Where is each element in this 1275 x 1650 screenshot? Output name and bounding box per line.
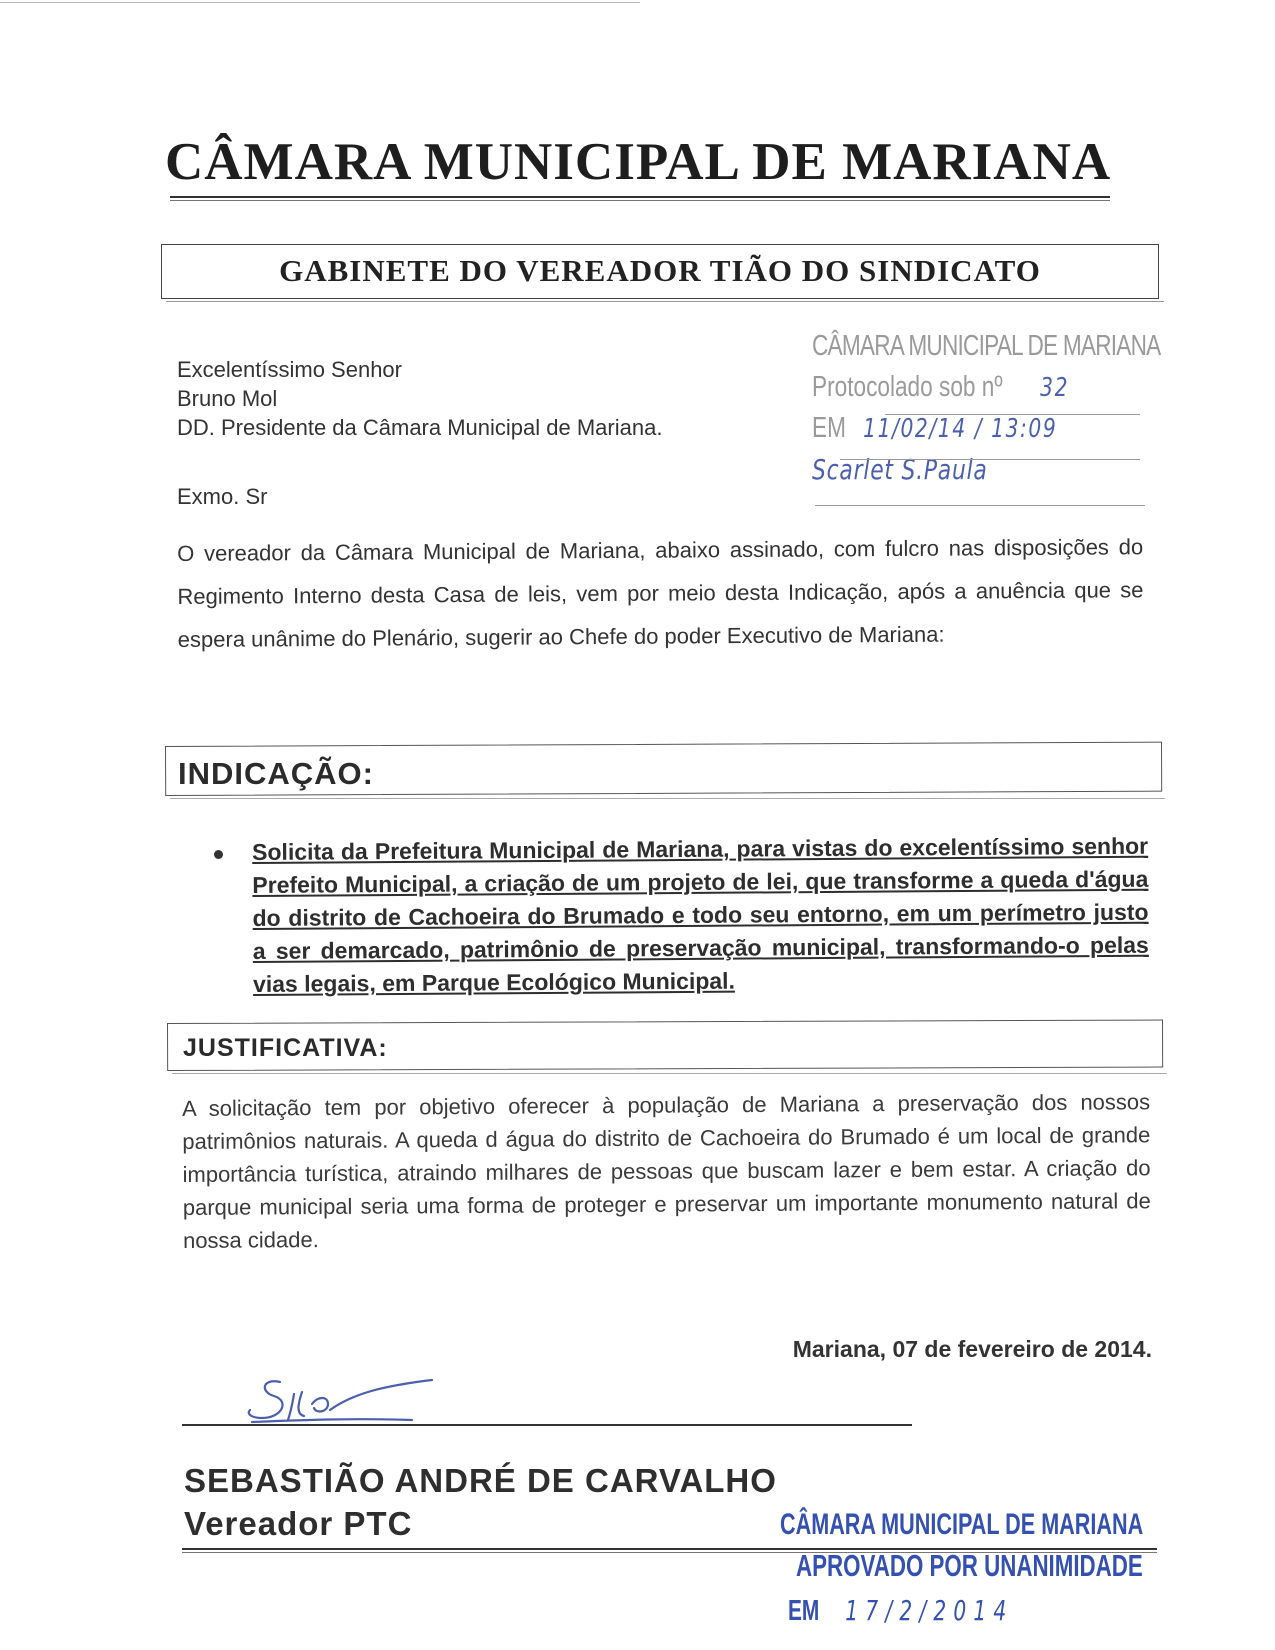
office-box-shadow [166, 301, 1164, 302]
recipient-block [177, 355, 662, 442]
page-title: CÂMARA MUNICIPAL DE MARIANA [165, 133, 1112, 191]
protocol-signature-rule [815, 505, 1145, 506]
protocol-date-rule [840, 459, 1140, 460]
intro-paragraph: O vereador da Câmara Municipal de Mariana, abaixo assinado, com fulcro nas disposições do Regimento Interno desta Casa de leis, vem por meio desta Indicação, após a anuência que se espera unânime do Plenário, sugerir ao Chefe do poder Executivo de Mariana: [177, 534, 1144, 652]
title-divider [170, 196, 1110, 198]
salutation: Exmo. Sr [177, 484, 268, 509]
justification-heading: JUSTIFICATIVA: [183, 1034, 388, 1062]
title-divider-secondary [170, 200, 1110, 201]
recipient-line-2: Bruno Mol [177, 386, 278, 411]
bullet-icon [214, 850, 223, 859]
justification-text: A solicitação tem por objetivo oferecer à população de Mariana a preservação dos nossos patrimônios naturais. A queda d água do distrito de Cachoeira do Brumado é um local de grande importância turística, atraindo milhares de pessoas que buscam lazer e bem estar. A criação do parque municipal seria uma forma de proteger e preservar um importante monumento natural de nossa cidade. [182, 1089, 1151, 1253]
date-line: Mariana, 07 de fevereiro de 2014. [792, 1336, 1152, 1362]
office-title: GABINETE DO VEREADOR TIÃO DO SINDICATO [279, 253, 1041, 288]
indication-box-shadow [170, 798, 1165, 799]
approval-date: 17/2/2014 [845, 1594, 1014, 1627]
protocol-date-time: 11/02/14 / 13:09 [863, 414, 1058, 444]
protocol-signature: Scarlet S.Paula [812, 453, 988, 486]
protocol-em-label: EM [812, 412, 846, 444]
approval-em-label: EM [788, 1595, 820, 1627]
protocol-number-rule [885, 414, 1140, 415]
approval-stamp-title: CÂMARA MUNICIPAL DE MARIANA [780, 1508, 1144, 1541]
approval-status: APROVADO POR UNANIMIDADE [796, 1548, 1143, 1583]
protocol-number-line [812, 371, 1093, 404]
protocol-date-line [812, 412, 1093, 445]
protocol-stamp-title: CÂMARA MUNICIPAL DE MARIANA [812, 330, 1161, 362]
indication-heading: INDICAÇÃO: [178, 756, 374, 791]
scan-edge-line [0, 2, 640, 3]
protocol-stamp [812, 330, 1172, 487]
signatory-role: Vereador PTC [184, 1505, 413, 1542]
protocol-label: Protocolado sob nº [812, 371, 1003, 403]
approval-stamp [780, 1508, 1180, 1628]
signature-line [182, 1424, 912, 1426]
signatory-name: SEBASTIÃO ANDRÉ DE CARVALHO [184, 1462, 777, 1499]
approval-date-line [788, 1594, 1070, 1628]
recipient-line-1: Excelentíssimo Senhor [177, 357, 402, 382]
protocol-number: 32 [1040, 373, 1070, 403]
recipient-line-3: DD. Presidente da Câmara Municipal de Mariana. [177, 415, 663, 440]
justification-box-shadow [172, 1073, 1167, 1074]
indication-text: Solicita da Prefeitura Municipal de Mariana, para vistas do excelentíssimo senhor Prefeito Municipal, a criação de um projeto de lei, que transforme a queda d'água do distrito de Cachoeira do Brumado e todo seu entorno, em um perímetro justo a ser demarcado, patrimônio de preservação municipal, transformando-o pelas vias legais, em Parque Ecológico Municipal. [252, 832, 1149, 997]
